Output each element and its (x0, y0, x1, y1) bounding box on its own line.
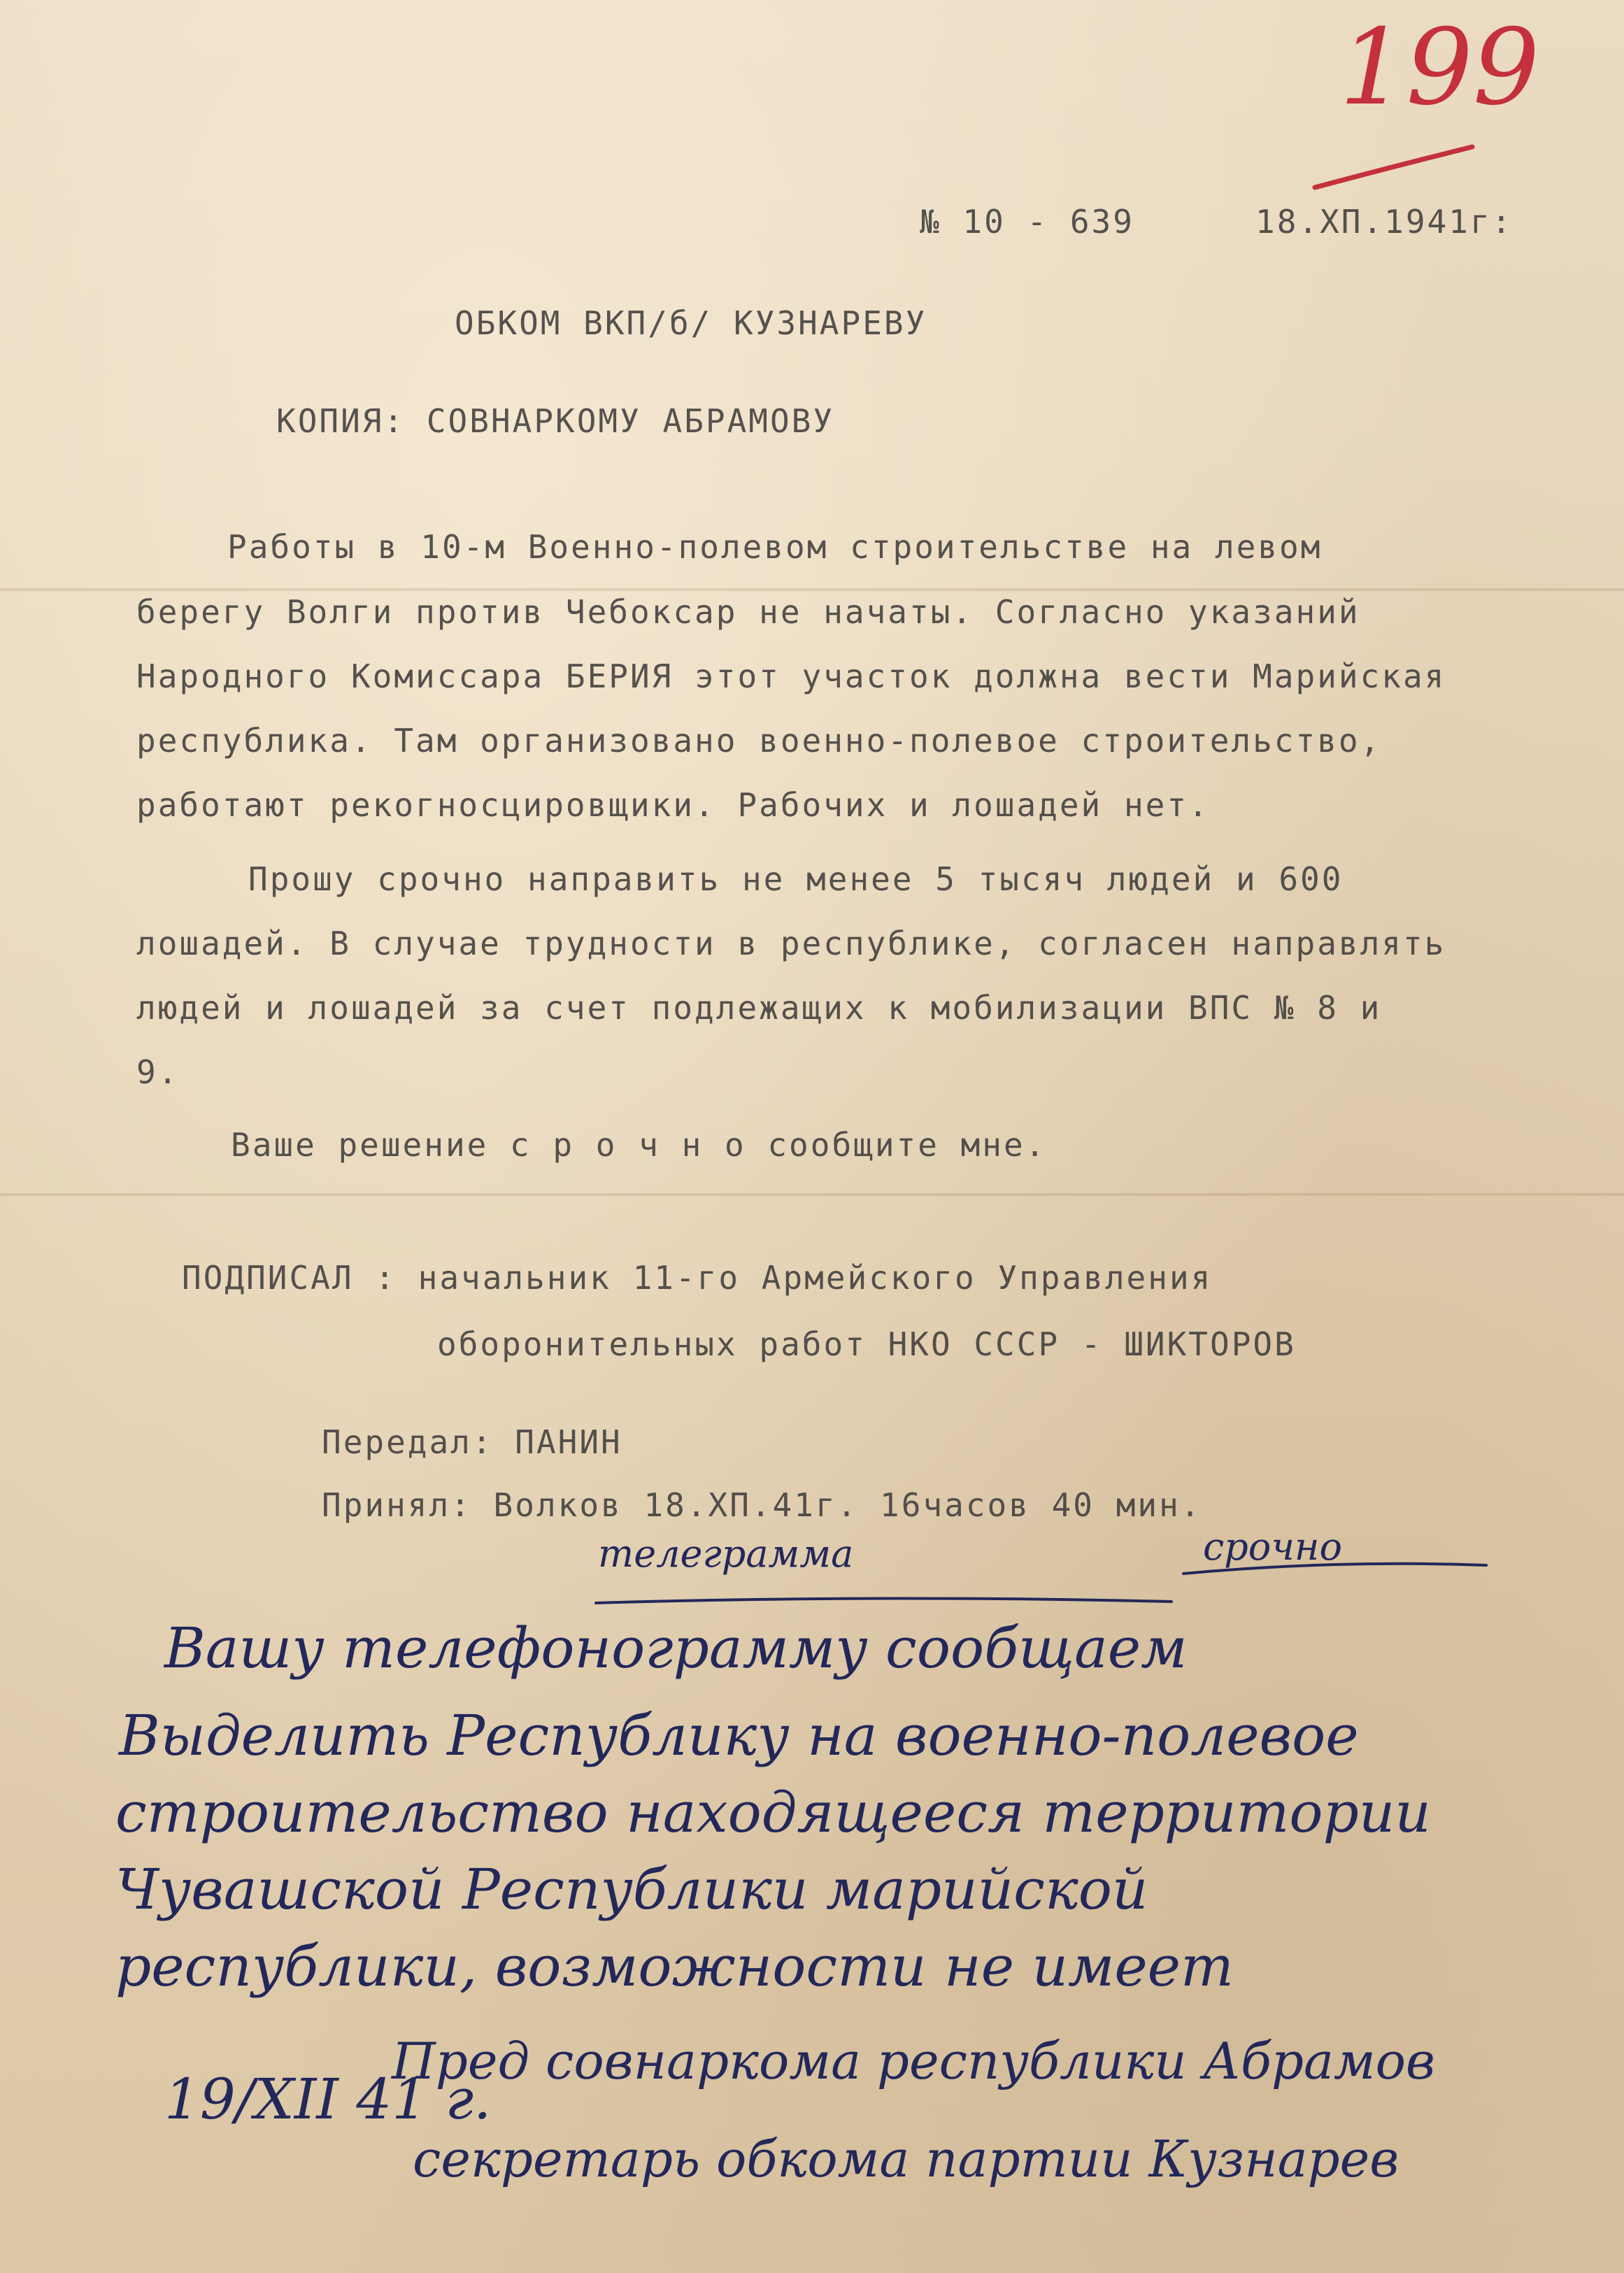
body-line: Работы в 10-м Военно-полевом строительстве на левом (227, 528, 1323, 566)
folio-underline (1311, 133, 1479, 196)
handwritten-underline (594, 1589, 1175, 1610)
document-date: 18.ХП.1941г: (1255, 203, 1513, 241)
paper-fold (0, 587, 1624, 592)
body-line: лошадей. В случае трудности в республике, согласен направлять (136, 925, 1446, 962)
body-line: берегу Волги против Чебоксар не начаты. Согласно указаний (136, 593, 1360, 631)
handwritten-closing-line: Пред совнаркома республики Абрамов (392, 2032, 1435, 2090)
handwritten-heading-telegram: телеграмма (598, 1532, 854, 1576)
handwritten-reply-line: Выделить Республику на военно-полевое (119, 1703, 1359, 1768)
body-line: республика. Там организовано военно-полевое строительство, (136, 722, 1382, 760)
handwritten-reply-line: строительство находящееся территории (115, 1780, 1431, 1845)
handwritten-reply-line: Вашу телефонограмму сообщаем (164, 1616, 1188, 1681)
body-line: Народного Комиссара БЕРИЯ этот участок должна вести Марийская (136, 657, 1446, 695)
handwritten-reply-line: республики, возможности не имеет (115, 1934, 1234, 1999)
urgent-request-line: Ваше решение с р о ч н о сообщите мне. (231, 1126, 1047, 1164)
body-line: 9. (136, 1053, 180, 1091)
copy-line: КОПИЯ: СОВНАРКОМУ АБРАМОВУ (276, 402, 835, 440)
archive-folio-number: 199 (1339, 7, 1540, 129)
sent-by-line: Передал: ПАНИН (322, 1423, 622, 1461)
signed-by-position: оборонительных работ НКО СССР - ШИКТОРОВ (437, 1325, 1296, 1363)
handwritten-underline (1182, 1553, 1490, 1581)
handwritten-closing-line: секретарь обкома партии Кузнарев (413, 2130, 1399, 2188)
addressee-line: ОБКОМ ВКП/б/ КУЗНАРЕВУ (455, 304, 927, 342)
handwritten-reply-line: Чувашской Республики марийской (115, 1857, 1148, 1922)
body-line: людей и лошадей за счет подлежащих к мобилизации ВПС № 8 и (136, 989, 1382, 1027)
signed-by-line: ПОДПИСАЛ : начальник 11-го Армейского Управления (182, 1259, 1213, 1297)
document-number: № 10 - 639 (920, 203, 1134, 241)
handwritten-heading-urgent: срочно (1203, 1525, 1342, 1569)
body-line: работают рекогносцировщики. Рабочих и лошадей нет. (136, 786, 1210, 824)
paper-fold (0, 1192, 1624, 1197)
body-line: Прошу срочно направить не менее 5 тысяч людей и 600 (248, 860, 1344, 898)
handwritten-date: 19/XII 41 г. (164, 2067, 492, 2132)
received-by-line: Принял: Волков 18.ХП.41г. 16часов 40 мин. (322, 1486, 1202, 1524)
